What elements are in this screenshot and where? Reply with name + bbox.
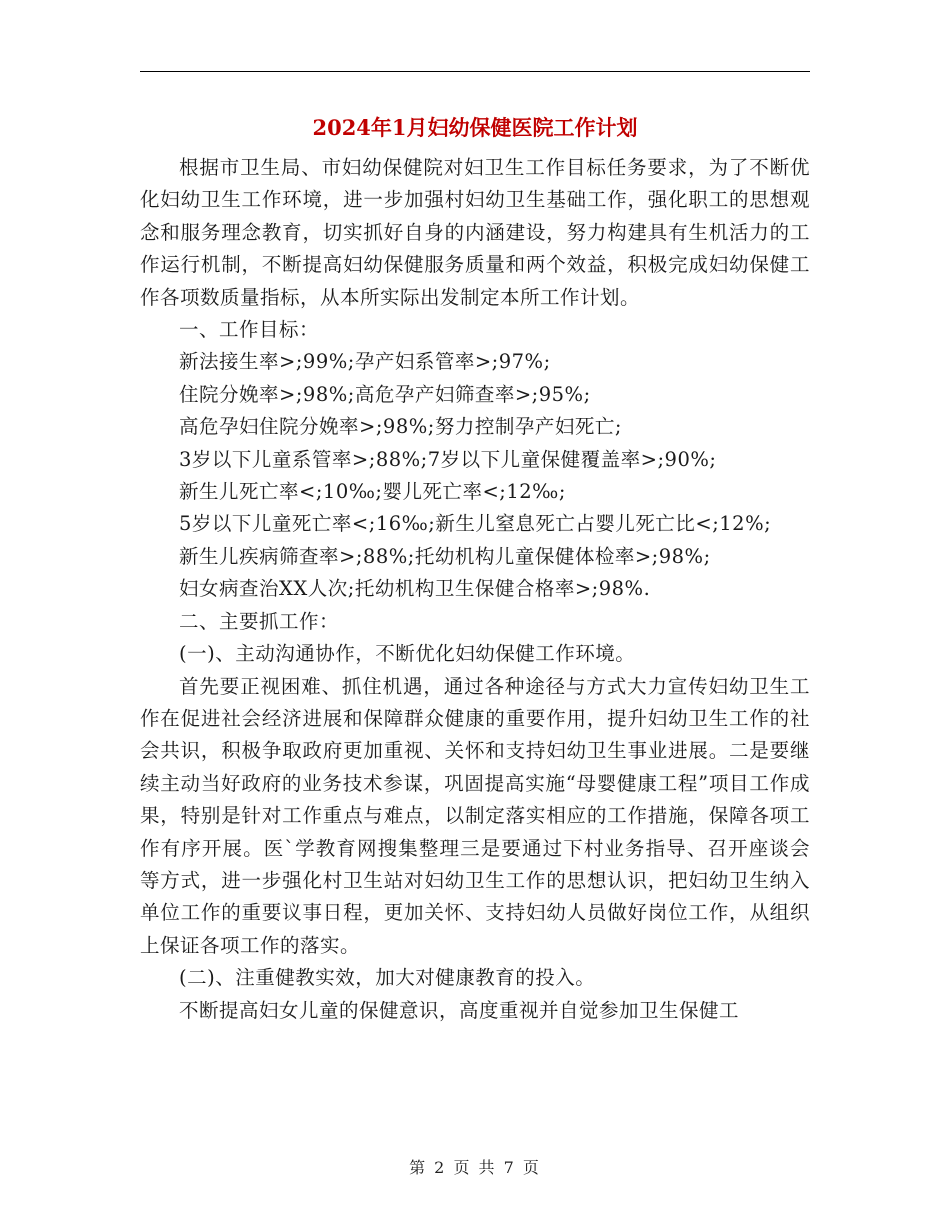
page-number: 第 2 页 共 7 页 xyxy=(409,1158,541,1177)
document-title: 2024年1月妇幼保健医院工作计划 xyxy=(312,115,638,140)
goal-line: 新生儿死亡率<;10‰;婴儿死亡率<;12‰; xyxy=(179,480,566,504)
goal-line: 新生儿疾病筛查率>;88%;托幼机构儿童保健体检率>;98%; xyxy=(179,544,711,568)
goal-line: 住院分娩率>;98%;高危孕产妇筛查率>;95%; xyxy=(179,382,591,406)
header-rule xyxy=(140,71,810,72)
goal-line: 高危孕妇住院分娩率>;98%;努力控制孕产妇死亡; xyxy=(179,415,622,439)
goal-line: 妇女病查治XX人次;托幼机构卫生保健合格率>;98%. xyxy=(179,577,651,601)
subsection-heading: (二)、注重健教实效，加大对健康教育的投入。 xyxy=(179,966,596,990)
goal-line: 5岁以下儿童死亡率<;16‰;新生儿窒息死亡占婴儿死亡比<;12%; xyxy=(179,512,772,536)
intro-paragraph: 根据市卫生局、市妇幼保健院对妇卫生工作目标任务要求，为了不断优化妇幼卫生工作环境，进一步加强村妇幼卫生基础工作，强化职工的思想观念和服务理念教育，切实抓好自身的内涵建设，努力构建具有生机活力的工作运行机制，不断提高妇幼保健服务质量和两个效益，积极完成妇幼保健工作各项数质量指标，从本所实际出发制定本所工作计划。 xyxy=(140,156,810,309)
goal-line: 3岁以下儿童系管率>;88%;7岁以下儿童保健覆盖率>;90%; xyxy=(179,447,717,471)
subsection-heading: (一)、主动沟通协作，不断优化妇幼保健工作环境。 xyxy=(179,642,636,666)
body-paragraph: 不断提高妇女儿童的保健意识，高度重视并自觉参加卫生保健工 xyxy=(179,998,740,1022)
section-heading-main-work: 二、主要抓工作： xyxy=(179,609,340,633)
section-heading-goals: 一、工作目标： xyxy=(179,318,320,342)
goal-line: 新法接生率>;99%;孕产妇系管率>;97%; xyxy=(179,350,551,374)
body-paragraph: 首先要正视困难、抓住机遇，通过各种途径与方式大力宣传妇幼卫生工作在促进社会经济进展和保障群众健康的重要作用，提升妇幼卫生工作的社会共识，积极争取政府更加重视、关怀和支持妇幼卫生事业进展。二是要继续主动当好政府的业务技术参谋，巩固提高实施“母婴健康工程”项目工作成果，特别是针对工作重点与难点，以制定落实相应的工作措施，保障各项工作有序开展。医`学教育网搜集整理三是要通过下村业务指导、召开座谈会等方式，进一步强化村卫生站对妇幼卫生工作的思想认识，把妇幼卫生纳入单位工作的重要议事日程，更加关怀、支持妇幼人员做好岗位工作，从组织上保证各项工作的落实。 xyxy=(140,674,810,957)
document-body xyxy=(140,152,810,1027)
